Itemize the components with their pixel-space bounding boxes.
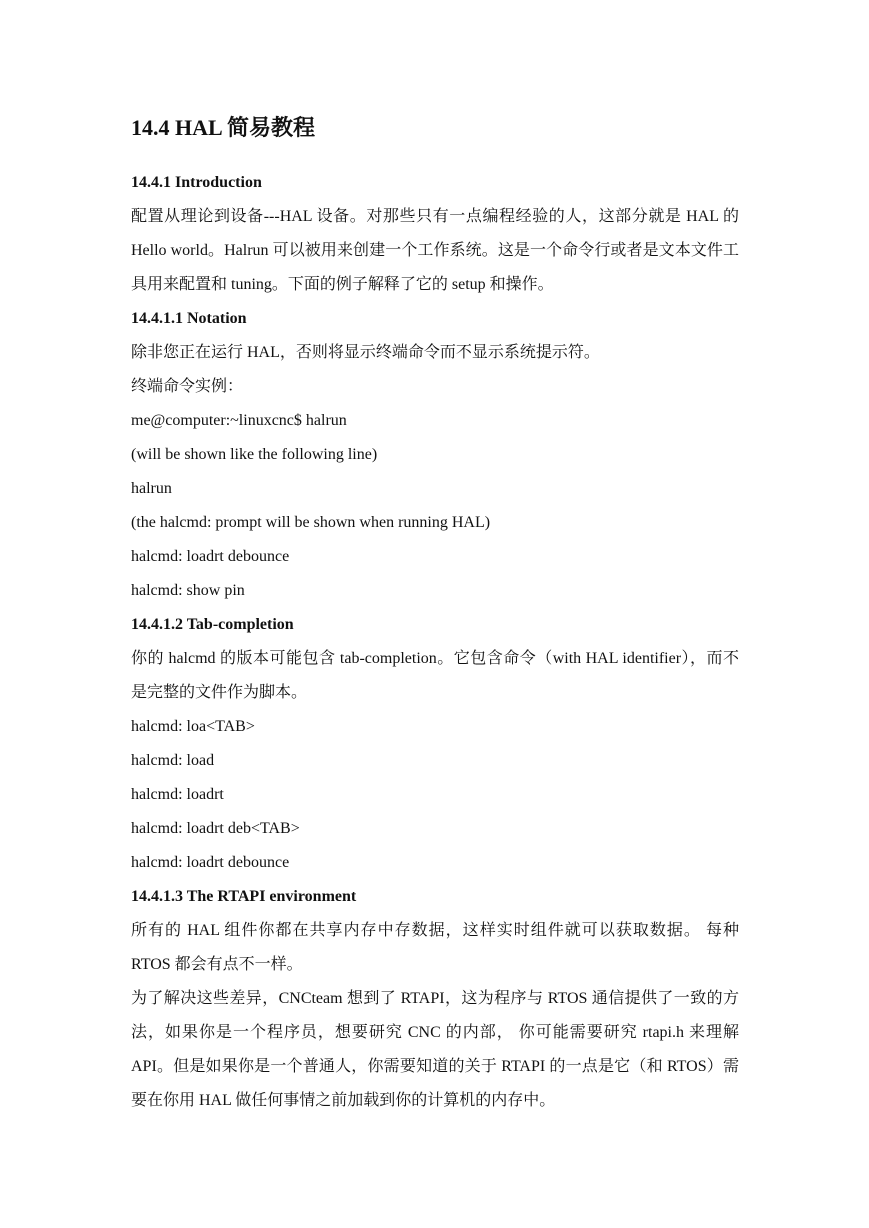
notation-line: 除非您正在运行 HAL，否则将显示终端命令而不显示系统提示符。 — [131, 344, 600, 361]
section-heading-tab-completion: 14.4.1.2 Tab-completion — [131, 616, 294, 633]
notation-line: halcmd: loadrt debounce — [131, 548, 290, 565]
rtapi-paragraph-1: 所有的 HAL 组件你都在共享内存中存数据，这样实时组件就可以获取数据。 每种 RTOS 都会有点不一样。 — [131, 922, 739, 973]
notation-line: me@computer:~linuxcnc$ halrun — [131, 412, 347, 429]
document-page — [131, 112, 739, 1118]
notation-line: halrun — [131, 480, 172, 497]
section-heading-rtapi: 14.4.1.3 The RTAPI environment — [131, 888, 357, 905]
introduction-paragraph: 配置从理论到设备---HAL 设备。对那些只有一点编程经验的人，这部分就是 HAL 的 Hello world。Halrun 可以被用来创建一个工作系统。这是一个命令行或者是文本文件工具用来配置和 tuning。下面的例子解释了它的 setup 和操作。 — [131, 208, 739, 293]
section-heading-notation: 14.4.1.1 Notation — [131, 310, 247, 327]
tab-completion-line: halcmd: load — [131, 752, 215, 769]
page-title: 14.4 HAL 简易教程 — [131, 115, 315, 140]
tab-completion-line: halcmd: loa<TAB> — [131, 718, 255, 735]
rtapi-paragraph-2: 为了解决这些差异，CNCteam 想到了 RTAPI，这为程序与 RTOS 通信提供了一致的方法，如果你是一个程序员，想要研究 CNC 的内部， 你可能需要研究 rtapi.h 来理解 API。但是如果你是一个普通人，你需要知道的关于 RTAPI 的一点是它（和 RTOS）需要在你用 HAL 做任何事情之前加载到你的计算机的内存中。 — [131, 990, 739, 1109]
notation-line: 终端命令实例： — [131, 378, 244, 395]
tab-completion-line: halcmd: loadrt deb<TAB> — [131, 820, 300, 837]
tab-completion-line: halcmd: loadrt — [131, 786, 224, 803]
tab-completion-line: halcmd: loadrt debounce — [131, 854, 290, 871]
notation-line: (will be shown like the following line) — [131, 446, 378, 463]
tab-completion-paragraph: 你的 halcmd 的版本可能包含 tab-completion。它包含命令（with HAL identifier），而不是完整的文件作为脚本。 — [131, 650, 739, 701]
section-heading-introduction: 14.4.1 Introduction — [131, 174, 262, 191]
notation-line: halcmd: show pin — [131, 582, 245, 599]
notation-line: (the halcmd: prompt will be shown when running HAL) — [131, 514, 491, 531]
